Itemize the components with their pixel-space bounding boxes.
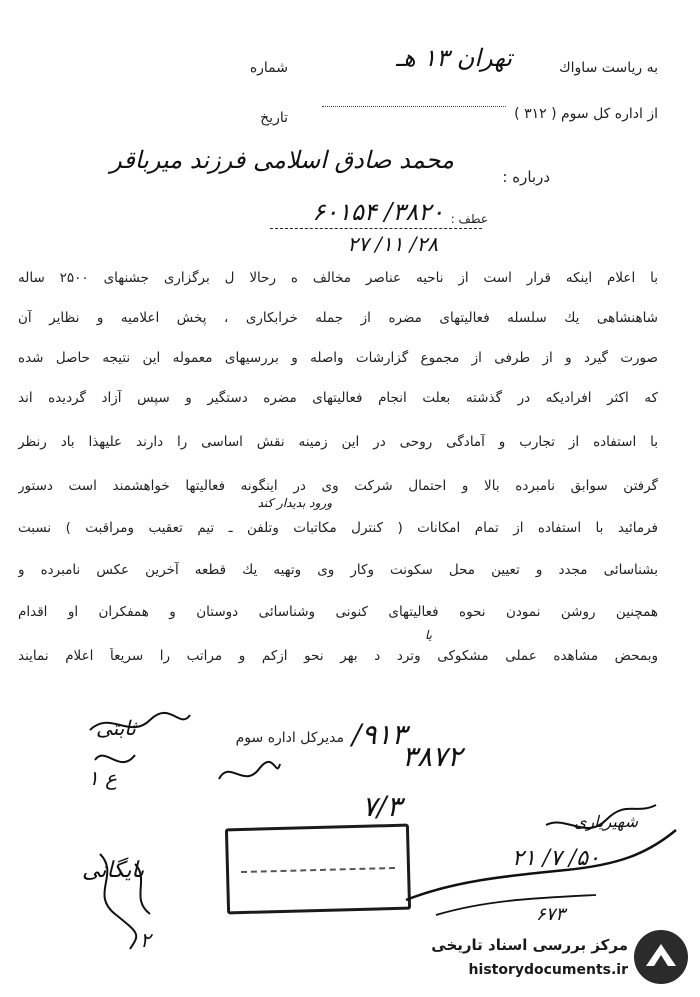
body-line-6: گرفتن سوابق نامبرده بالا و احتمال شرکت وی در اینگونه فعالیتها خواهشمند است دستور — [18, 478, 658, 494]
body-line-5: با استفاده از تجارب و آمادگی روحی در این زمینه نقش اساسی را دارند علیهذا باد رنظر — [18, 434, 658, 450]
ref-label: عطف : — [450, 212, 488, 226]
signatory-signature: ثابتی — [96, 716, 136, 740]
archive-note: بایگانی — [82, 858, 145, 883]
archive-website[interactable]: historydocuments.ir — [468, 962, 628, 978]
date-label: تاریخ — [260, 110, 288, 126]
header-dotted-rule — [322, 106, 506, 107]
signature-flourish-right — [396, 800, 696, 930]
left-margin-note: ع ۱ — [88, 766, 118, 790]
ref-number-handwritten: ۳۸۲۰/ ۶۰۱۵۴ — [312, 198, 444, 226]
received-stamp — [225, 824, 411, 915]
marginal-number-2: ۳۸۷۲ — [402, 740, 463, 773]
marginal-number-1: ۹۱۳/ — [352, 718, 407, 751]
body-line-9: همچنین روشن نمودن نحوه فعالیتهای کنونی وشناسائی دوستان و همفکران او اقدام — [18, 604, 658, 620]
recipient-city-handwritten: تهران ۱۳ هـ — [395, 44, 512, 72]
archive-note-number: ۲ — [140, 928, 151, 952]
body-line-1: با اعلام اینکه قرار است از ناحیه عناصر مخالف ه رحالا ل برگزاری جشنهای ۲۵۰۰ ساله — [18, 270, 658, 286]
ref-date-handwritten: ۲۸/ ۱۱/ ۲۷ — [347, 232, 438, 256]
signature-scribble-mid — [214, 754, 284, 794]
interlinear-note: ورود بدیدار کند — [257, 496, 332, 510]
body-line-10: وبمحض مشاهده عملی مشکوکی وترد د بهر نحو ازکم و مراتب را سریعاً اعلام نمایند — [18, 648, 658, 664]
marginal-signature-name: شهیریاری — [574, 812, 639, 831]
body-line-4: که اکثر افرادیکه در گذشته بعلت انجام فعالیتهای مضره دستگیر و سپس آزاد گردیده اند — [18, 390, 658, 406]
body-line-3: صورت گیرد و از طرفی از مجموع گزارشات واصله و بررسیهای معموله این نتیجه حاصل شده — [18, 350, 658, 366]
signature-scribble-left — [80, 700, 200, 790]
signature-scribble-bottom-left — [80, 844, 170, 954]
body-line-2: شاهنشاهی یك سلسله فعالیتهای مضره از جمله خرابکاری ، پخش اعلامیه و نظایر آن — [18, 310, 658, 326]
body-line-8: بشناسائی مجدد و تعیین محل سکونت وکار وی وتهیه یك قطعه آخرین عکس نامبرده و — [18, 562, 658, 578]
archive-logo-icon — [632, 928, 690, 986]
recipient-prefix: به ریاست ساواك — [559, 60, 658, 76]
subject-handwritten: محمد صادق اسلامی فرزند میرباقر — [110, 146, 454, 174]
marginal-number-6: ۶۷۳ — [536, 904, 566, 925]
interlinear-ya: یا — [425, 628, 432, 642]
marginal-date: ۵۰/ ۷/ ۲۱ — [512, 846, 600, 871]
signatory-title: مدیرکل اداره سوم — [235, 730, 344, 746]
sender-line: از اداره کل سوم ( ۳۱۲ ) — [514, 106, 658, 122]
ref-dotted-rule — [270, 228, 482, 229]
marginal-number-3: ۷/۳ — [362, 790, 402, 823]
body-line-7: فرمائید با استفاده از تمام امکانات ( کنترل مکاتبات وتلفن ـ تیم تعقیب ومراقبت ) نسبت — [18, 520, 658, 536]
archive-org-name: مرکز بررسی اسناد تاریخی — [431, 936, 628, 954]
subject-label: درباره : — [502, 168, 550, 186]
number-label: شماره — [249, 60, 288, 76]
